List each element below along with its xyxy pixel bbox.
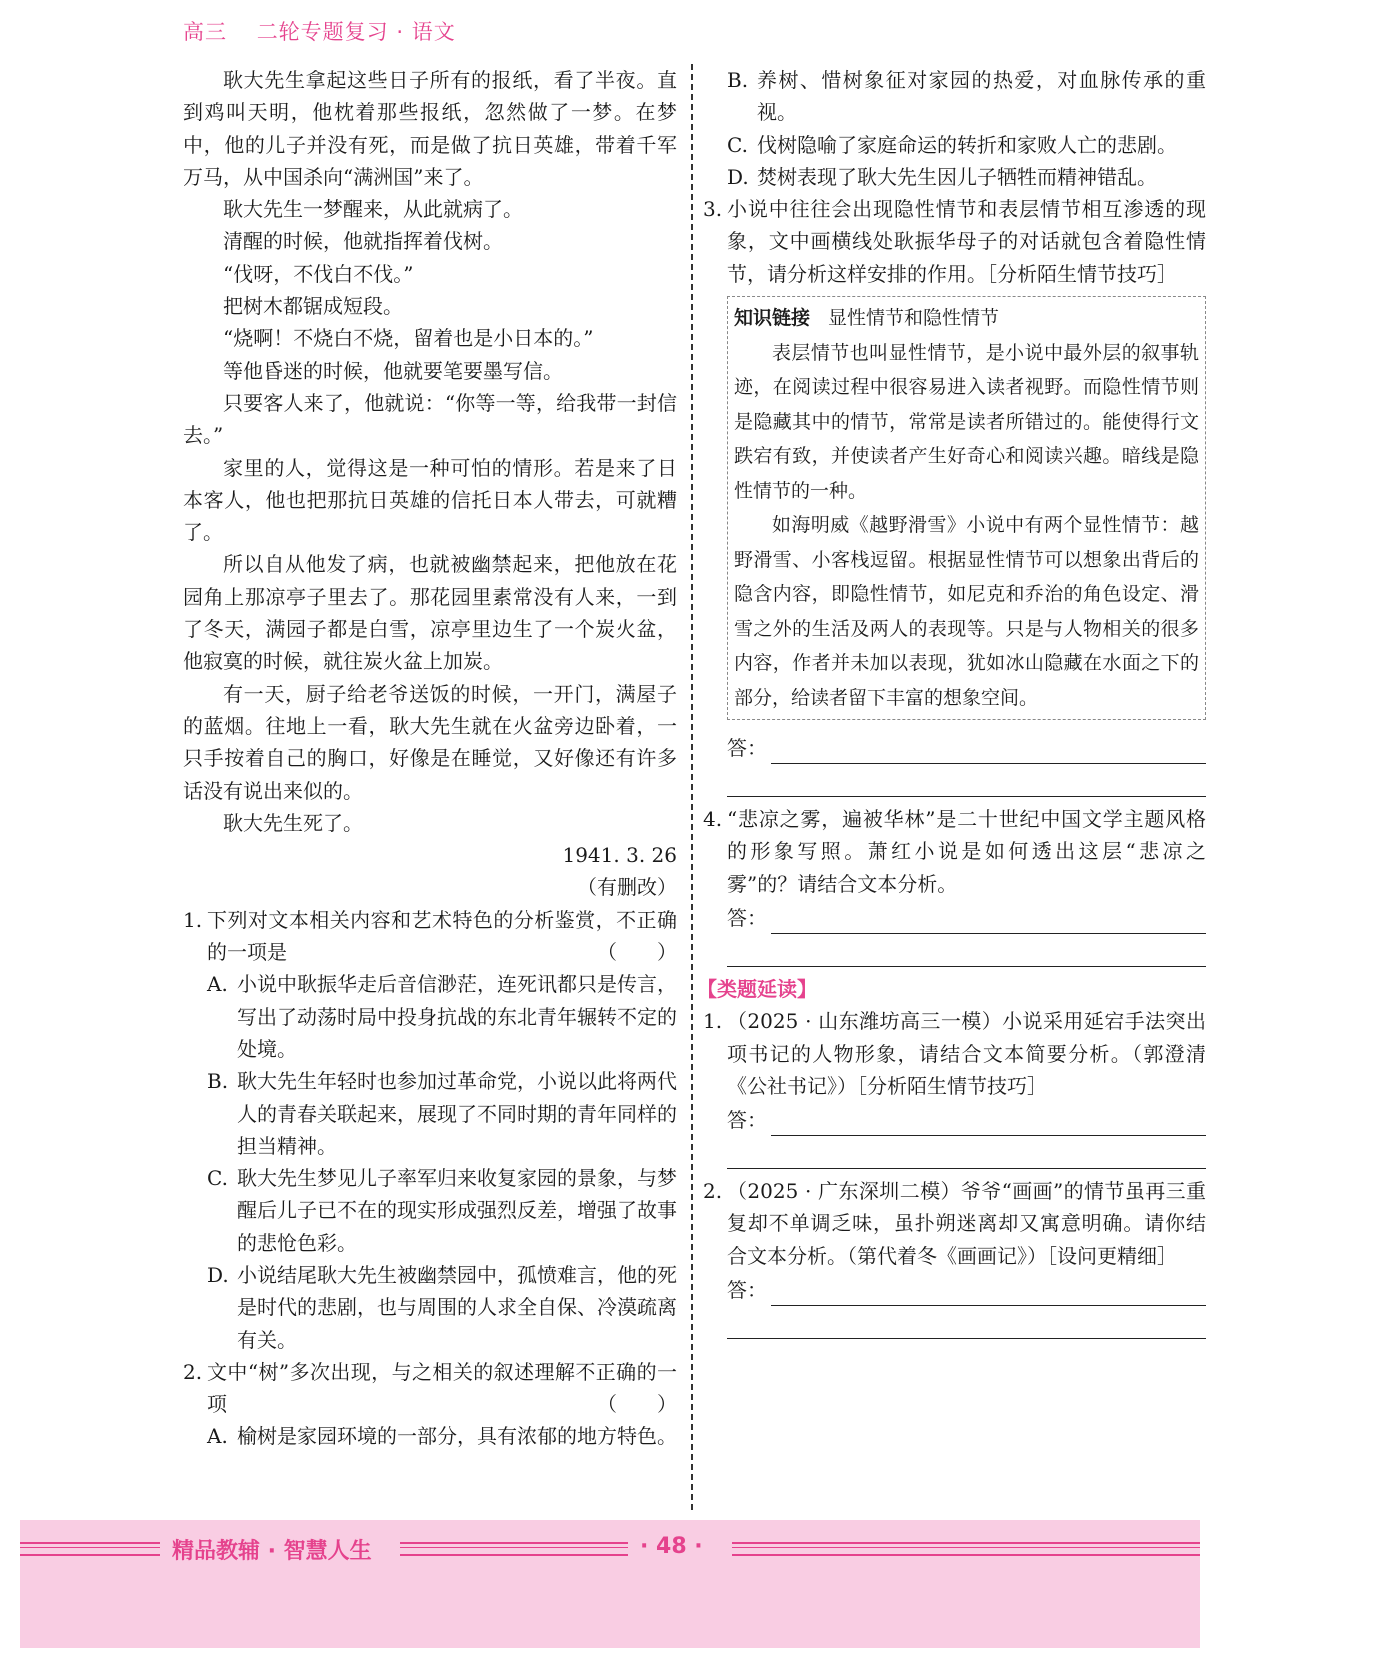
question-number: 1. <box>703 1009 723 1034</box>
option-label: C. <box>207 1166 228 1191</box>
option-label: B. <box>207 1069 229 1094</box>
question-1 <box>183 904 677 969</box>
paragraph: 家里的人，觉得这是一种可怕的情形。若是来了日本客人，他也把那抗日英雄的信托日本人带去，可就糟了。 <box>183 455 677 545</box>
answer-line-2[interactable] <box>727 1136 1206 1169</box>
page-header <box>183 16 478 46</box>
option-label: B. <box>727 68 749 92</box>
question-number: 2. <box>703 1179 723 1204</box>
option-b[interactable] <box>183 1065 677 1162</box>
answer-label: 答： <box>727 735 767 760</box>
box-paragraph: 表层情节也叫显性情节，是小说中最外层的叙事轨迹，在阅读过程中很容易进入读者视野。而隐性情节则是隐藏其中的情节，常常是读者所错过的。能使得行文跌宕有致，并使读者产生好奇心和阅读兴趣。暗线是隐性情节的一种。 <box>734 341 1199 502</box>
option-label: D. <box>207 1262 229 1287</box>
option-a[interactable] <box>183 968 677 1065</box>
option-text: 耿大先生年轻时也参加过革命党，小说以此将两代人的青春关联起来，展现了不同时期的青年同样的担当精神。 <box>237 1069 677 1158</box>
column-divider <box>691 64 693 1510</box>
option-d[interactable] <box>703 161 1206 193</box>
paragraph: 等他昏迷的时候，他就要笔要墨写信。 <box>223 358 563 383</box>
question-stem: （2025 · 广东深圳二模）爷爷“画画”的情节虽再三重复却不单调乏味，虽扑朔迷离却又寓意明确。请你结合文本分析。（第代着冬《画画记》）［设问更精细］ <box>727 1179 1206 1268</box>
paragraph: 把树木都锯成短段。 <box>223 294 403 319</box>
box-subtitle: 显性情节和隐性情节 <box>828 307 1000 330</box>
text-date: 1941. 3. 26 <box>562 843 677 868</box>
answer-line[interactable] <box>703 1272 1206 1306</box>
option-text: 耿大先生梦见儿子率军归来收复家园的景象，与梦醒后儿子已不在的现实形成强烈反差，增强了故事的悲怆色彩。 <box>237 1166 677 1255</box>
option-label: A. <box>207 972 228 997</box>
extended-question-1 <box>703 1005 1206 1102</box>
extended-question-2 <box>703 1175 1206 1272</box>
question-number: 4. <box>703 807 723 832</box>
question-3 <box>703 193 1206 290</box>
paragraph: 有一天，厨子给老爷送饭的时候，一开门，满屋子的蓝烟。往地上一看，耿大先生就在火盆旁边卧着，一只手按着自己的胸口，好像是在睡觉，又好像还有许多话没有说出来似的。 <box>183 681 677 803</box>
right-column <box>697 64 1206 1345</box>
answer-line-2[interactable] <box>727 1306 1206 1339</box>
paragraph: 耿大先生死了。 <box>223 810 363 835</box>
paragraph: 耿大先生一梦醒来，从此就病了。 <box>223 197 523 222</box>
answer-line-2[interactable] <box>727 764 1206 797</box>
answer-line[interactable] <box>703 730 1206 764</box>
option-text: 小说中耿振华走后音信渺茫，连死讯都只是传言，写出了动荡时局中投身抗战的东北青年辗转不定的处境。 <box>237 972 677 1061</box>
answer-label: 答： <box>727 1277 767 1302</box>
answer-line[interactable] <box>703 900 1206 934</box>
option-d[interactable] <box>183 1259 677 1356</box>
answer-label: 答： <box>727 1107 767 1132</box>
option-c[interactable] <box>703 129 1206 161</box>
question-stem: 小说中往往会出现隐性情节和表层情节相互渗透的现象，文中画横线处耿振华母子的对话就包含着隐性情节，请分析这样安排的作用。［分析陌生情节技巧］ <box>727 197 1206 286</box>
question-number: 3. <box>703 197 723 222</box>
footer-slogan: 精品教辅 · 智慧人生 <box>172 1539 372 1564</box>
question-stem: 文中“树”多次出现，与之相关的叙述理解不正确的一项 <box>207 1359 677 1417</box>
option-text: 伐树隐喻了家庭命运的转折和家败人亡的悲剧。 <box>757 132 1177 157</box>
option-a[interactable] <box>183 1420 677 1452</box>
paragraph: “烧啊！不烧白不烧，留着也是小日本的。” <box>223 326 594 351</box>
footer-rule <box>732 1542 1200 1556</box>
page-number: · 48 · <box>640 1534 703 1559</box>
question-stem: （2025 · 山东潍坊高三一模）小说采用延宕手法突出项书记的人物形象，请结合文本简要分析。（郭澄清《公社书记》）［分析陌生情节技巧］ <box>727 1009 1206 1098</box>
option-text: 养树、惜树象征对家园的热爱，对血脉传承的重视。 <box>757 68 1206 125</box>
paragraph: 所以自从他发了病，也就被幽禁起来，把他放在花园角上那凉亭子里去了。那花园里素常没有人来，一到了冬天，满园子都是白雪，凉亭里边生了一个炭火盆，他寂寞的时候，就往炭火盆上加炭。 <box>183 552 677 674</box>
page-footer <box>20 1520 1200 1648</box>
left-column <box>183 64 677 1453</box>
question-2 <box>183 1356 677 1421</box>
question-number: 2. <box>183 1359 203 1384</box>
paragraph: 只要客人来了，他就说：“你等一等，给我带一封信去。” <box>183 390 677 448</box>
header-grade: 高三 <box>183 20 227 44</box>
answer-line[interactable] <box>703 1102 1206 1136</box>
knowledge-link-box <box>727 296 1206 720</box>
text-note: （有删改） <box>577 875 677 900</box>
option-c[interactable] <box>183 1162 677 1259</box>
question-4 <box>703 803 1206 900</box>
option-label: D. <box>727 164 749 189</box>
paragraph: 清醒的时候，他就指挥着伐树。 <box>223 229 503 254</box>
answer-paren[interactable]: （ ） <box>597 1392 677 1417</box>
option-label: C. <box>727 132 748 157</box>
question-stem: 下列对文本相关内容和艺术特色的分析鉴赏，不正确的一项是 <box>207 907 677 965</box>
header-subject: 二轮专题复习 · 语文 <box>256 20 456 44</box>
section-title-extended-reading: 【类题延读】 <box>697 976 817 1001</box>
option-b[interactable] <box>703 64 1206 129</box>
footer-rule <box>400 1542 628 1556</box>
answer-paren[interactable]: （ ） <box>597 940 677 965</box>
option-text: 小说结尾耿大先生被幽禁园中，孤愤难言，他的死是时代的悲剧，也与周围的人求全自保、冷漠疏离有关。 <box>237 1262 677 1352</box>
box-title: 知识链接 <box>734 307 811 330</box>
option-text: 焚树表现了耿大先生因儿子牺牲而精神错乱。 <box>757 164 1157 189</box>
paragraph: 耿大先生拿起这些日子所有的报纸，看了半夜。直到鸡叫天明，他枕着那些报纸，忽然做了一梦。在梦中，他的儿子并没有死，而是做了抗日英雄，带着千军万马，从中国杀向“满洲国”来了。 <box>183 68 677 189</box>
answer-line-2[interactable] <box>727 934 1206 967</box>
option-label: A. <box>207 1424 228 1449</box>
paragraph: “伐呀，不伐白不伐。” <box>223 261 414 286</box>
question-number: 1. <box>183 907 203 932</box>
footer-rule <box>20 1542 160 1556</box>
box-paragraph: 如海明威《越野滑雪》小说中有两个显性情节：越野滑雪、小客栈逗留。根据显性情节可以想象出背后的隐含内容，即隐性情节，如尼克和乔治的角色设定、滑雪之外的生活及两人的表现等。只是与人物相关的很多内容，作者并未加以表现，犹如冰山隐藏在水面之下的部分，给读者留下丰富的想象空间。 <box>734 514 1199 709</box>
answer-label: 答： <box>727 905 767 930</box>
option-text: 榆树是家园环境的一部分，具有浓郁的地方特色。 <box>237 1424 677 1449</box>
question-stem: “悲凉之雾，遍被华林”是二十世纪中国文学主题风格的形象写照。萧红小说是如何透出这层“悲凉之雾”的？请结合文本分析。 <box>727 807 1206 896</box>
